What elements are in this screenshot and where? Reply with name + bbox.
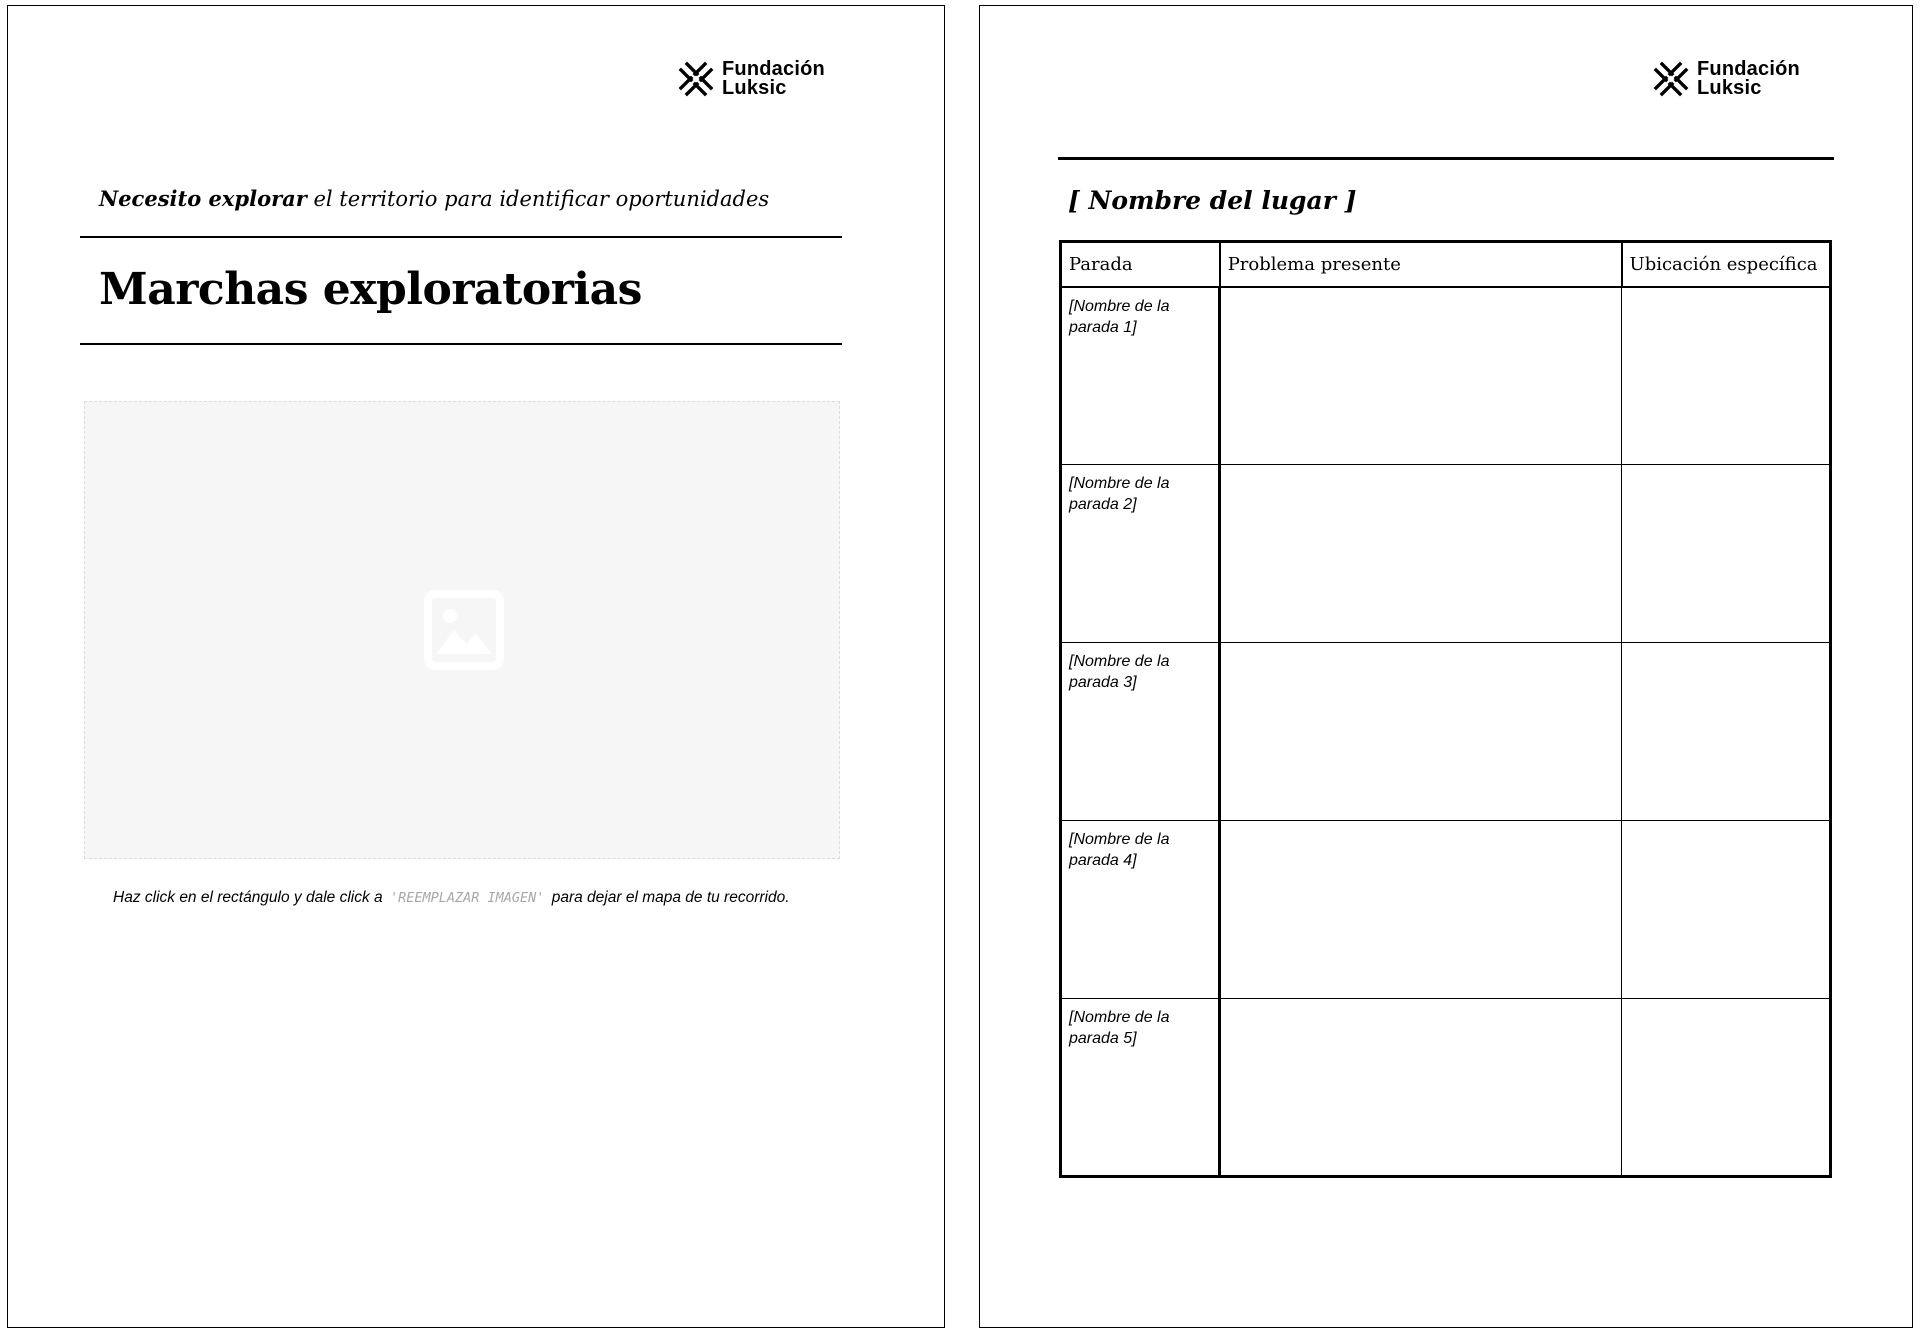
fundacion-luksic-logo-icon [678, 61, 714, 97]
place-name-heading[interactable]: [ Nombre del lugar ] [1068, 186, 1357, 215]
logo-line-2: Luksic [722, 77, 787, 99]
location-cell[interactable] [1622, 821, 1831, 999]
stop-name-cell[interactable]: [Nombre de la parada 1] [1061, 287, 1220, 465]
image-instruction-caption [113, 889, 790, 907]
table-row [1061, 643, 1831, 821]
replace-image-code: 'REEMPLAZAR IMAGEN' [389, 890, 545, 906]
table-row [1061, 821, 1831, 999]
page-2 [979, 5, 1913, 1328]
location-cell[interactable] [1622, 287, 1831, 465]
problem-cell[interactable] [1220, 287, 1622, 465]
caption-text-before: Haz click en el rectángulo y dale click a [113, 889, 383, 906]
location-cell[interactable] [1622, 643, 1831, 821]
logo-line-1: Fundación [1697, 58, 1800, 80]
fundacion-luksic-logo [1653, 60, 1800, 98]
location-cell[interactable] [1622, 999, 1831, 1177]
subtitle-rest: el territorio para identificar oportunidades [306, 187, 770, 211]
page-subtitle [99, 186, 769, 211]
map-image-placeholder[interactable] [84, 401, 840, 859]
header-location: Ubicación específica [1622, 242, 1831, 287]
image-placeholder-icon [424, 590, 504, 670]
caption-text-after: para dejar el mapa de tu recorrido. [551, 889, 790, 906]
table-row [1061, 999, 1831, 1177]
divider-bottom [80, 343, 842, 345]
divider-top [80, 236, 842, 238]
problem-cell[interactable] [1220, 465, 1622, 643]
stop-name-cell[interactable]: [Nombre de la parada 4] [1061, 821, 1220, 999]
problem-cell[interactable] [1220, 999, 1622, 1177]
subtitle-emphasis: Necesito explorar [99, 186, 307, 211]
fundacion-luksic-logo [678, 60, 825, 98]
stop-name-cell[interactable]: [Nombre de la parada 2] [1061, 465, 1220, 643]
logo-line-1: Fundación [722, 58, 825, 80]
page-title: Marchas exploratorias [99, 264, 642, 315]
fundacion-luksic-logo-icon [1653, 61, 1689, 97]
stops-table [1059, 240, 1832, 1178]
table-header-row [1061, 242, 1831, 287]
problem-cell[interactable] [1220, 643, 1622, 821]
page-1 [7, 5, 945, 1328]
table-row [1061, 465, 1831, 643]
stop-name-cell[interactable]: [Nombre de la parada 5] [1061, 999, 1220, 1177]
logo-line-2: Luksic [1697, 77, 1762, 99]
header-problem: Problema presente [1220, 242, 1622, 287]
logo-wordmark [722, 60, 825, 98]
stop-name-cell[interactable]: [Nombre de la parada 3] [1061, 643, 1220, 821]
table-row [1061, 287, 1831, 465]
divider-top [1058, 157, 1834, 160]
problem-cell[interactable] [1220, 821, 1622, 999]
location-cell[interactable] [1622, 465, 1831, 643]
header-stop: Parada [1061, 242, 1220, 287]
logo-wordmark [1697, 60, 1800, 98]
